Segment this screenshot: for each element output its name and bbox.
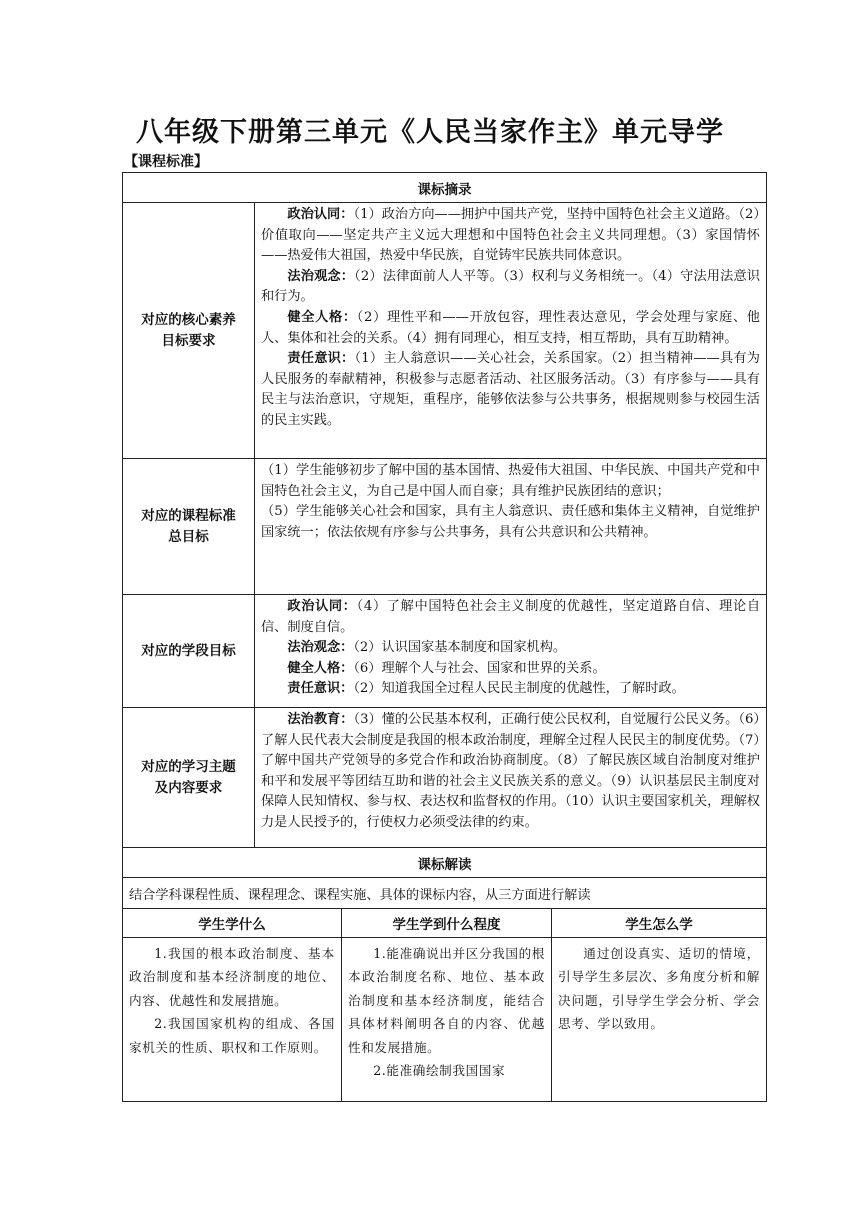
stage-goal-label (123, 595, 255, 708)
paragraph-text: （1）学生能够初步了解中国的基本国情、热爱伟大祖国、中华民族、中国共产党和中国特色社会主义，为自己是中国人而自豪；具有维护民族团结的意识； (261, 463, 760, 499)
paragraph-text: 1.能准确说出并区分我国的根本政治制度名称、地位、基本政治制度和基本经济制度，能结合具体材料阐明各自的内容、优越性和发展措施。 (348, 946, 545, 1055)
paragraph-text: 2.能准确绘制我国国家 (373, 1063, 506, 1079)
how-to-learn-header: 学生怎么学 (552, 909, 767, 938)
paragraph-text: 1.我国的根本政治制度、基本政治制度和基本经济制度的地位、内容、优越性和发展措施。 (129, 946, 335, 1008)
paragraph-text: （4）了解中国特色社会主义制度的优越性，坚定道路自信、理论自信、制度自信。 (261, 599, 761, 635)
topic-requirements-content (255, 708, 767, 848)
paragraph-text: （6）理解个人与社会、国家和世界的关系。 (353, 660, 606, 676)
topic-label-line2: 及内容要求 (154, 779, 223, 796)
what-to-learn-content (123, 938, 342, 1102)
learning-degree-content (342, 938, 552, 1102)
keyword: 健全人格： (287, 309, 357, 325)
general-goal-content (255, 459, 767, 595)
keyword: 法治教育： (287, 712, 354, 727)
general-label-line1: 对应的课程标准 (141, 507, 236, 524)
paragraph-text: （2）法律面前人人平等。（3）权利与义务相统一。（4）守法用法意识和行为。 (261, 268, 761, 305)
section-label: 【课程标准】 (124, 154, 208, 170)
core-literacy-label (123, 203, 255, 459)
core-literacy-content (255, 203, 767, 459)
paragraph-text: （3）懂的公民基本权利，正确行使公民权利，自觉履行公民义务。（6）了解人民代表大会制度是我国的根本政治制度，理解全过程人民民主的制度优势。（7）了解中国共产党领导的多党合作和政治协商制度。（8）了解民族区域自治制度对维护和平和发展平等团结互助和谐的社会主义民族关系的意义。（9）认识基层民主制度对保障人民知情权、参与权、表达权和监督权的作用。（10）认识主要国家机关，理解权力是人民授予的，行使权力必须受法律的约束。 (261, 712, 761, 830)
how-to-learn-content (552, 938, 767, 1102)
core-label-line1: 对应的核心素养 (141, 311, 236, 328)
general-label-line2: 总目标 (168, 528, 209, 545)
interpret-intro: 结合学科课程性质、课程理念、课程实施、具体的课标内容，从三方面进行解读 (123, 878, 767, 909)
stage-goal-content (255, 595, 767, 708)
paragraph-text: （5）学生能够关心社会和国家，具有主人翁意识、责任感和集体主义精神，自觉维护国家统一；依法依规有序参与公共事务，具有公共意识和公共精神。 (261, 504, 760, 540)
topic-requirements-label (123, 708, 255, 848)
keyword: 责任意识： (287, 351, 355, 367)
core-label-line2: 目标要求 (161, 332, 216, 349)
paragraph-text: （1）主人翁意识——关心社会，关系国家。（2）担当精神——具有为人民服务的奉献精神，积极参与志愿者活动、社区服务活动。（3）有序参与——具有民主与法治意识，守规矩，重程序，能够依法参与公共事务，根据规则参与校园生活的民主实践。 (261, 351, 760, 428)
keyword: 法治观念： (287, 268, 355, 284)
paragraph-text: 通过创设真实、适切的情境，引导学生多层次、多角度分析和解决问题，引导学生学会分析、学会思考、学以致用。 (558, 946, 760, 1032)
stage-label-line1: 对应的学段目标 (141, 642, 236, 659)
topic-label-line1: 对应的学习主题 (141, 758, 236, 775)
curriculum-table (122, 172, 767, 1102)
keyword: 健全人格： (287, 660, 354, 676)
paragraph-text: （2）知道我国全过程人民民主制度的优越性，了解时政。 (353, 681, 685, 697)
what-to-learn-header: 学生学什么 (123, 909, 342, 938)
paragraph-text: 2.我国国家机构的组成、各国家机关的性质、职权和工作原则。 (129, 1016, 335, 1055)
paragraph-text: （2）理性平和——开放包容，理性表达意见，学会处理与家庭、他人、集体和社会的关系。（4）拥有同理心，相互支持，相互帮助，具有互助精神。 (261, 309, 760, 346)
keyword: 责任意识： (287, 681, 354, 697)
keyword: 法治观念： (287, 640, 354, 656)
keyword: 政治认同： (287, 207, 354, 222)
interpret-header: 课标解读 (123, 848, 767, 878)
learning-degree-header: 学生学到什么程度 (342, 909, 552, 938)
paragraph-text: （2）认识国家基本制度和国家机构。 (353, 640, 567, 656)
page-title: 八年级下册第三单元《人民当家作主》单元导学 (136, 117, 724, 148)
keyword: 政治认同： (287, 599, 357, 614)
general-goal-label (123, 459, 255, 595)
paragraph-text: （1）政治方向——拥护中国共产党，坚持中国特色社会主义道路。（2）价值取向——坚定共产主义远大理想和中国特色社会主义共同理想。（3）家国情怀——热爱伟大祖国，热爱中华民族，自觉铸牢民族共同体意识。 (261, 207, 760, 264)
excerpt-header: 课标摘录 (123, 173, 767, 203)
